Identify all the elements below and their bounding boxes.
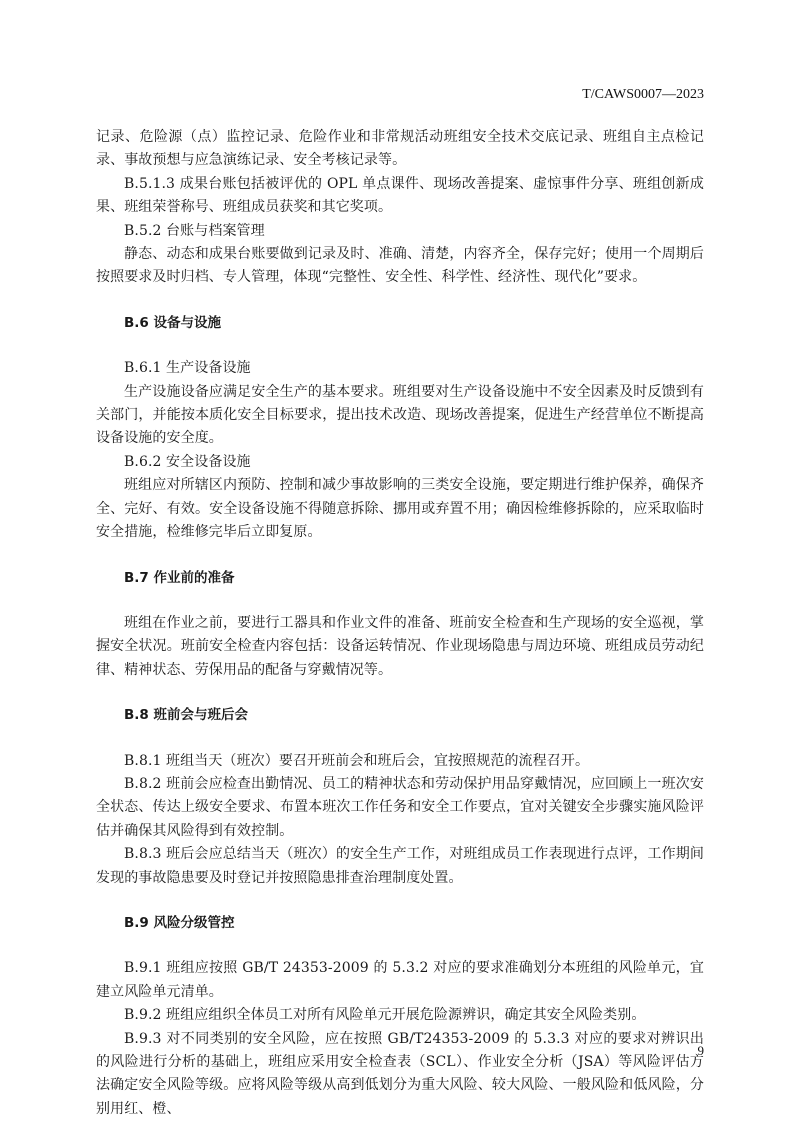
page-number: 9: [697, 1043, 704, 1058]
paragraph-b8-3: B.8.3 班后会应总结当天（班次）的安全生产工作，对班组成员工作表现进行点评，工作期间发现的事故隐患要及时登记并按照隐患排查治理制度处置。: [96, 846, 704, 886]
subheading-b5-2: B.5.2 台账与档案管理: [124, 222, 265, 239]
paragraph-b8-2: B.8.2 班前会应检查出勤情况、员工的精神状态和劳动保护用品穿戴情况，应回顾上一班次安全状态、传达上级安全要求、布置本班次工作任务和安全工作要点，宜对关键安全步骤实施风险评估并确保其风险得到有效控制。: [96, 775, 704, 839]
document-body: [96, 126, 704, 1121]
paragraph-b6-1-body: 生产设施设备应满足安全生产的基本要求。班组要对生产设备设施中不安全因素及时反馈到有关部门，并能按本质化安全目标要求，提出技术改造、现场改善提案，促进生产经营单位不断提高设备设施的安全度。: [96, 383, 704, 447]
paragraph-b5-1-3: B.5.1.3 成果台账包括被评优的 OPL 单点课件、现场改善提案、虚惊事件分享、班组创新成果、班组荣誉称号、班组成员获奖和其它奖项。: [96, 175, 704, 216]
section-heading-b7: B.7 作业前的准备: [124, 569, 235, 586]
section-heading-b6: B.6 设备与设施: [124, 314, 222, 331]
paragraph-b9-3: B.9.3 对不同类别的安全风险，应在按照 GB/T24353-2009 的 5.3.3 对应的要求对辨识出的风险进行分析的基础上，班组应采用安全检查表（SCL）、作业安全分析（JSA）等风险评估方法确定安全风险等级。应将风险等级从高到低划分为重大风险、较大风险、一般风险和低风险，分别用红、橙、: [96, 1030, 704, 1117]
subheading-b6-2: B.6.2 安全设备设施: [124, 453, 251, 470]
paragraph-b9-2: B.9.2 班组应组织全体员工对所有风险单元开展危险源辨识，确定其安全风险类别。: [124, 1007, 646, 1024]
paragraph-b9-1: B.9.1 班组应按照 GB/T 24353-2009 的 5.3.2 对应的要求准确划分本班组的风险单元，宜建立风险单元清单。: [96, 960, 704, 1000]
subheading-b6-1: B.6.1 生产设备设施: [124, 360, 251, 377]
paragraph-b5-2-body: 静态、动态和成果台账要做到记录及时、准确、清楚，内容齐全，保存完好；使用一个周期后按照要求及时归档、专人管理，体现“完整性、安全性、科学性、经济性、现代化”要求。: [96, 246, 704, 286]
document-code-header: T/CAWS0007—2023: [582, 87, 704, 102]
paragraph-b5-1-2-continued: 记录、危险源（点）监控记录、危险作业和非常规活动班组安全技术交底记录、班组自主点检记录、事故预想与应急演练记录、安全考核记录等。: [96, 129, 704, 169]
section-heading-b8: B.8 班前会与班后会: [124, 707, 249, 724]
paragraph-b6-2-body: 班组应对所辖区内预防、控制和减少事故影响的三类安全设施，要定期进行维护保养，确保齐全、完好、有效。安全设备设施不得随意拆除、挪用或弃置不用；确因检维修拆除的，应采取临时安全措施，检维修完毕后立即复原。: [96, 477, 704, 541]
paragraph-b8-1: B.8.1 班组当天（班次）要召开班前会和班后会，宜按照规范的流程召开。: [124, 752, 590, 769]
paragraph-b7-body: 班组在作业之前，要进行工器具和作业文件的准备、班前安全检查和生产现场的安全巡视，掌握安全状况。班前安全检查内容包括：设备运转情况、作业现场隐患与周边环境、班组成员劳动纪律、精神状态、劳保用品的配备与穿戴情况等。: [96, 614, 704, 678]
section-heading-b9: B.9 风险分级管控: [124, 914, 235, 931]
